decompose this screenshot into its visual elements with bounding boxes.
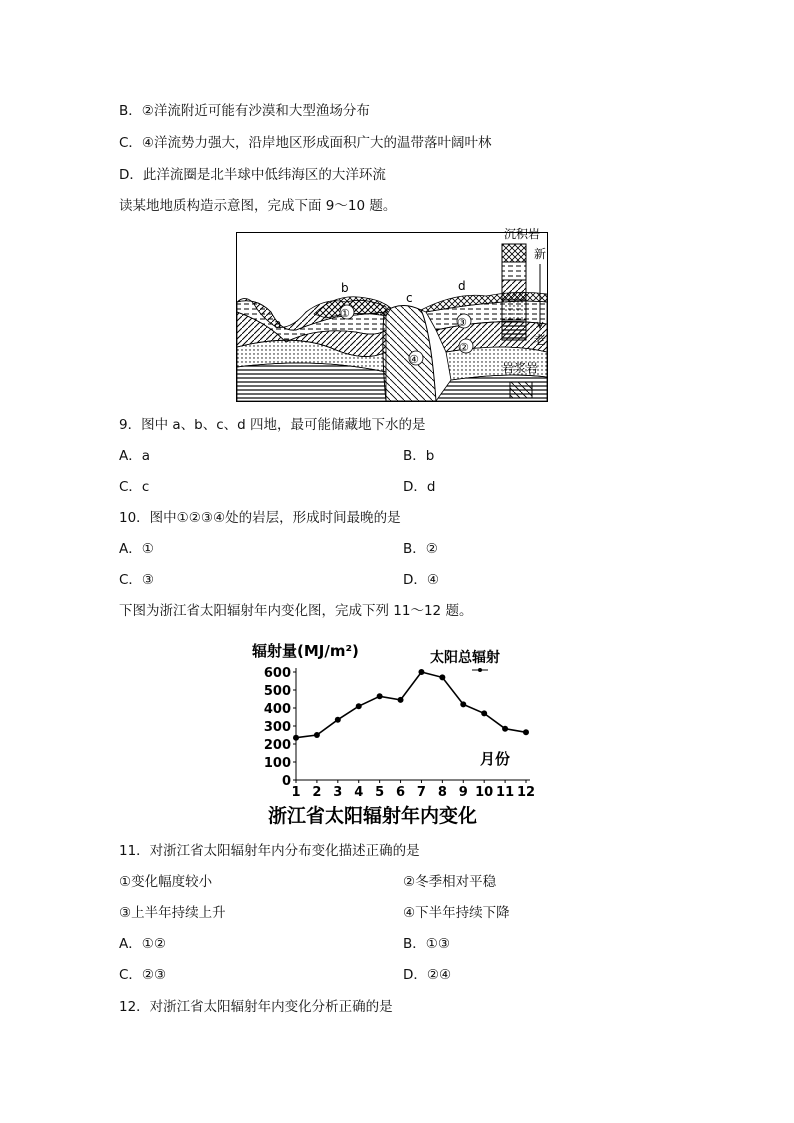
q9-option-d: D．d xyxy=(403,479,436,495)
q10-option-c: C．③ xyxy=(119,572,155,588)
point-c-label: c xyxy=(406,291,413,305)
legend-magma-swatch xyxy=(510,382,532,398)
x-tick-label: 7 xyxy=(416,785,426,800)
x-tick-label: 1 xyxy=(291,785,301,800)
svg-text:④: ④ xyxy=(409,353,419,366)
point-d-label: d xyxy=(458,279,466,293)
x-tick-label: 10 xyxy=(475,785,494,800)
data-point xyxy=(398,697,404,703)
data-point xyxy=(418,669,424,675)
intro-9-10: 读某地地质构造示意图，完成下面 9～10 题。 xyxy=(119,198,397,214)
point-b-label: b xyxy=(341,281,349,295)
x-tick-label: 8 xyxy=(437,785,447,800)
q11-statement-2: ②冬季相对平稳 xyxy=(403,874,497,890)
q11-option-c: C．②③ xyxy=(119,967,167,983)
q8-option-b: B．②洋流附近可能有沙漠和大型渔场分布 xyxy=(119,103,370,119)
y-tick-label: 300 xyxy=(263,720,291,735)
chart-legend-label: 太阳总辐射 xyxy=(430,650,500,666)
point-a-label: a xyxy=(274,317,282,331)
y-tick-label: 200 xyxy=(263,738,291,753)
series-line xyxy=(296,672,526,738)
data-point xyxy=(293,735,299,741)
legend-new-label: 新 xyxy=(534,247,547,261)
y-tick-label: 400 xyxy=(263,702,291,717)
q8-option-c: C．④洋流势力强大，沿岸地区形成面积广大的温带落叶阔叶林 xyxy=(119,135,492,151)
svg-text:①: ① xyxy=(340,307,350,320)
legend-magma-title: 岩浆岩 xyxy=(502,361,539,375)
chart-legend-marker xyxy=(478,668,482,672)
chart-title: 浙江省太阳辐射年内变化 xyxy=(268,805,478,827)
x-tick-label: 12 xyxy=(516,785,536,800)
x-tick-label: 6 xyxy=(396,785,406,800)
q10-option-b: B．② xyxy=(403,541,438,557)
x-tick-label: 11 xyxy=(496,785,515,800)
data-point xyxy=(502,726,508,732)
q9-option-c: C．c xyxy=(119,479,150,495)
data-point xyxy=(481,710,487,716)
q10-option-a: A．① xyxy=(119,541,154,557)
q11-statement-3: ③上半年持续上升 xyxy=(119,905,226,921)
q12-stem: 12．对浙江省太阳辐射年内变化分析正确的是 xyxy=(119,999,393,1015)
y-tick-label: 0 xyxy=(281,774,291,789)
chart-ylabel: 辐射量(MJ/m²) xyxy=(252,642,359,660)
q11-option-a: A．①② xyxy=(119,936,166,952)
q10-option-d: D．④ xyxy=(403,572,439,588)
x-tick-label: 3 xyxy=(333,785,343,800)
x-tick-label: 9 xyxy=(458,785,468,800)
data-point xyxy=(439,674,445,680)
data-point xyxy=(460,701,466,707)
data-point xyxy=(377,693,383,699)
y-tick-label: 100 xyxy=(263,756,291,771)
x-tick-label: 4 xyxy=(354,785,364,800)
q11-statement-4: ④下半年持续下降 xyxy=(403,905,510,921)
q11-option-b: B．①③ xyxy=(403,936,450,952)
q9-option-a: A．a xyxy=(119,448,151,464)
geology-legend xyxy=(500,224,560,404)
q11-stem: 11．对浙江省太阳辐射年内分布变化描述正确的是 xyxy=(119,843,420,859)
q9-stem: 9．图中 a、b、c、d 四地，最可能储藏地下水的是 xyxy=(119,417,426,433)
q10-stem: 10．图中①②③④处的岩层，形成时间最晚的是 xyxy=(119,510,401,526)
q9-option-b: B．b xyxy=(403,448,435,464)
q8-option-d: D．此洋流圈是北半球中低纬海区的大洋环流 xyxy=(119,167,386,183)
legend-sedimentary-title: 沉积岩 xyxy=(504,227,541,241)
svg-text:③: ③ xyxy=(457,316,467,329)
data-point xyxy=(314,732,320,738)
intro-11-12: 下图为浙江省太阳辐射年内变化图，完成下列 11～12 题。 xyxy=(119,603,473,619)
y-tick-label: 500 xyxy=(263,684,291,699)
data-point xyxy=(356,703,362,709)
q11-option-d: D．②④ xyxy=(403,967,452,983)
x-tick-label: 5 xyxy=(375,785,385,800)
data-point xyxy=(335,717,341,723)
q11-statement-1: ①变化幅度较小 xyxy=(119,874,213,890)
x-tick-label: 2 xyxy=(312,785,322,800)
legend-old-label: 老 xyxy=(534,333,547,347)
chart-xlabel: 月份 xyxy=(480,750,511,768)
data-point xyxy=(523,729,529,735)
svg-text:②: ② xyxy=(459,341,469,354)
radiation-chart xyxy=(250,636,550,832)
y-tick-label: 600 xyxy=(263,666,291,681)
